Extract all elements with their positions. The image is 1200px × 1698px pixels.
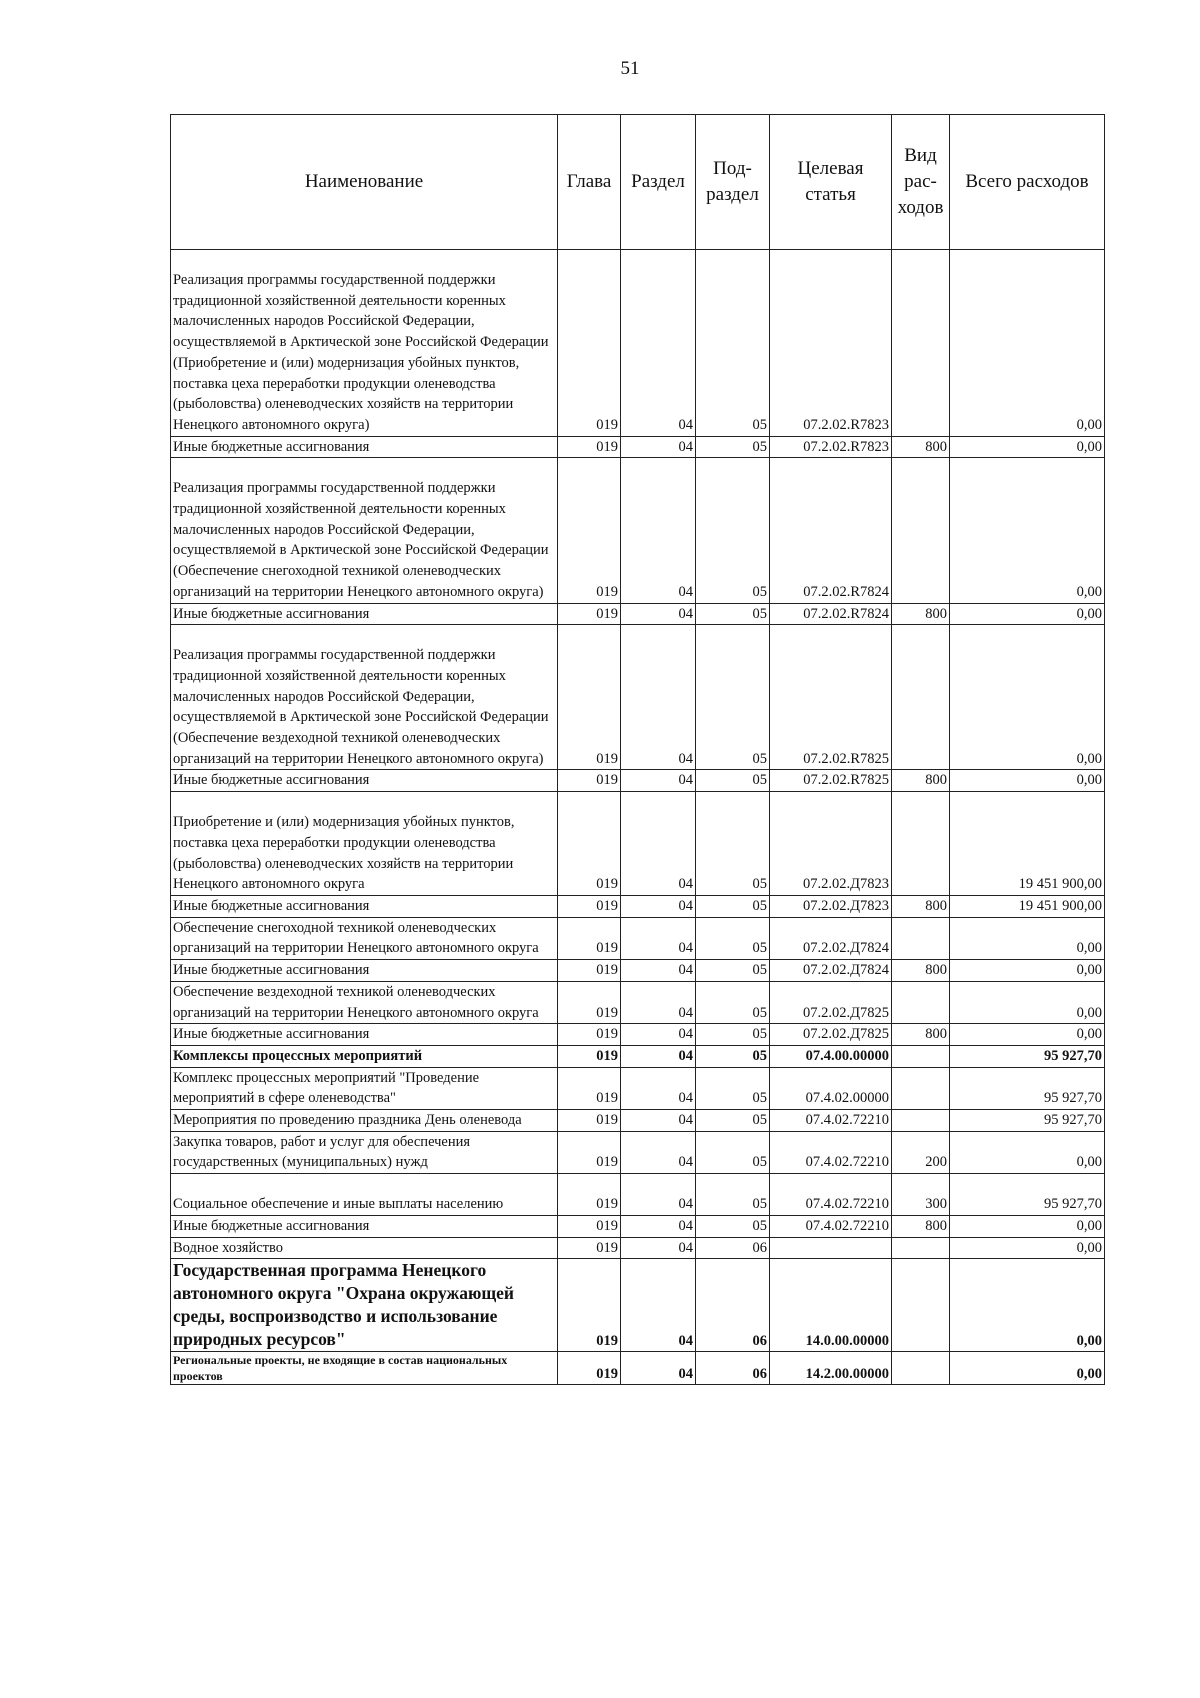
cell-target: 07.2.02.Д7825: [770, 1024, 892, 1046]
cell-total: 0,00: [950, 770, 1105, 792]
cell-chapter: 019: [558, 603, 621, 625]
cell-kind: [892, 458, 950, 603]
cell-subsection: 05: [696, 458, 770, 603]
cell-chapter: 019: [558, 1215, 621, 1237]
table-row: [171, 917, 1105, 959]
cell-section: 04: [621, 981, 696, 1023]
cell-kind: 800: [892, 895, 950, 917]
header-chapter: Глава: [558, 115, 621, 250]
cell-name: Иные бюджетные ассигнования: [171, 1215, 558, 1237]
cell-name: Комплекс процессных мероприятий "Проведение мероприятий в сфере оленеводства": [171, 1067, 558, 1109]
table-row: [171, 458, 1105, 603]
cell-chapter: 019: [558, 960, 621, 982]
cell-chapter: 019: [558, 1174, 621, 1216]
cell-total: 0,00: [950, 917, 1105, 959]
cell-chapter: 019: [558, 895, 621, 917]
cell-kind: 800: [892, 1024, 950, 1046]
cell-kind: [892, 792, 950, 896]
cell-chapter: 019: [558, 436, 621, 458]
cell-chapter: 019: [558, 1110, 621, 1132]
cell-target: 07.2.02.R7825: [770, 625, 892, 770]
cell-section: 04: [621, 917, 696, 959]
cell-total: 0,00: [950, 1237, 1105, 1259]
cell-total: 0,00: [950, 1215, 1105, 1237]
header-name: Наименование: [171, 115, 558, 250]
cell-name: Иные бюджетные ассигнования: [171, 960, 558, 982]
cell-section: 04: [621, 1259, 696, 1352]
cell-name: Иные бюджетные ассигнования: [171, 895, 558, 917]
cell-kind: 800: [892, 960, 950, 982]
cell-target: 07.4.02.00000: [770, 1067, 892, 1109]
cell-chapter: 019: [558, 981, 621, 1023]
cell-kind: 300: [892, 1174, 950, 1216]
cell-kind: 800: [892, 436, 950, 458]
cell-target: 07.4.02.72210: [770, 1131, 892, 1173]
table-row: [171, 792, 1105, 896]
cell-kind: [892, 625, 950, 770]
header-subsection: Под- раздел: [696, 115, 770, 250]
cell-target: 07.4.02.72210: [770, 1174, 892, 1216]
cell-section: 04: [621, 792, 696, 896]
cell-total: 0,00: [950, 960, 1105, 982]
table-row: [171, 1067, 1105, 1109]
cell-total: 0,00: [950, 1352, 1105, 1385]
cell-chapter: 019: [558, 1259, 621, 1352]
cell-total: 95 927,70: [950, 1067, 1105, 1109]
cell-kind: [892, 981, 950, 1023]
cell-name: Социальное обеспечение и иные выплаты населению: [171, 1174, 558, 1216]
table-row: [171, 1024, 1105, 1046]
cell-target: 07.4.02.72210: [770, 1110, 892, 1132]
cell-subsection: 05: [696, 917, 770, 959]
header-target: Целевая статья: [770, 115, 892, 250]
cell-section: 04: [621, 458, 696, 603]
cell-name: Реализация программы государственной поддержки традиционной хозяйственной деятельности коренных малочисленных народов Российской Федерации, осуществляемой в Арктической зоне Российской Федерации (Обеспечение снегоходной техникой оленеводческих организаций на территории Ненецкого автономного округа): [171, 458, 558, 603]
cell-total: 0,00: [950, 981, 1105, 1023]
cell-kind: [892, 1237, 950, 1259]
cell-chapter: 019: [558, 770, 621, 792]
cell-kind: [892, 250, 950, 437]
cell-subsection: 05: [696, 1110, 770, 1132]
table-row: [171, 960, 1105, 982]
cell-chapter: 019: [558, 917, 621, 959]
cell-subsection: 06: [696, 1259, 770, 1352]
cell-name: Приобретение и (или) модернизация убойных пунктов, поставка цеха переработки продукции оленеводства (рыболовства) оленеводческих хозяйств на территории Ненецкого автономного округа: [171, 792, 558, 896]
cell-section: 04: [621, 1215, 696, 1237]
cell-subsection: 05: [696, 250, 770, 437]
cell-kind: 800: [892, 770, 950, 792]
cell-name: Мероприятия по проведению праздника День оленевода: [171, 1110, 558, 1132]
cell-chapter: 019: [558, 625, 621, 770]
table-row: [171, 1045, 1105, 1067]
cell-target: 07.2.02.R7823: [770, 250, 892, 437]
cell-chapter: 019: [558, 1067, 621, 1109]
cell-section: 04: [621, 1352, 696, 1385]
cell-subsection: 05: [696, 1067, 770, 1109]
cell-subsection: 05: [696, 1045, 770, 1067]
cell-target: 07.2.02.R7824: [770, 603, 892, 625]
table-row: [171, 1174, 1105, 1216]
cell-name: Иные бюджетные ассигнования: [171, 436, 558, 458]
cell-kind: [892, 1259, 950, 1352]
cell-section: 04: [621, 1045, 696, 1067]
cell-section: 04: [621, 895, 696, 917]
cell-total: 0,00: [950, 458, 1105, 603]
table-header: [171, 115, 1105, 250]
cell-chapter: 019: [558, 458, 621, 603]
cell-total: 19 451 900,00: [950, 895, 1105, 917]
cell-total: 19 451 900,00: [950, 792, 1105, 896]
table-row: [171, 1131, 1105, 1173]
cell-target: 07.2.02.Д7824: [770, 917, 892, 959]
cell-chapter: 019: [558, 1237, 621, 1259]
cell-name: Закупка товаров, работ и услуг для обеспечения государственных (муниципальных) нужд: [171, 1131, 558, 1173]
cell-chapter: 019: [558, 1131, 621, 1173]
cell-subsection: 05: [696, 625, 770, 770]
table-row: [171, 625, 1105, 770]
cell-chapter: 019: [558, 1352, 621, 1385]
cell-name: Иные бюджетные ассигнования: [171, 603, 558, 625]
cell-chapter: 019: [558, 250, 621, 437]
cell-subsection: 05: [696, 895, 770, 917]
header-section: Раздел: [621, 115, 696, 250]
table-row: [171, 981, 1105, 1023]
cell-name: Комплексы процессных мероприятий: [171, 1045, 558, 1067]
cell-subsection: 05: [696, 603, 770, 625]
cell-target: 07.2.02.R7823: [770, 436, 892, 458]
cell-kind: 800: [892, 603, 950, 625]
cell-section: 04: [621, 1067, 696, 1109]
cell-section: 04: [621, 1131, 696, 1173]
cell-kind: [892, 1067, 950, 1109]
cell-total: 0,00: [950, 1259, 1105, 1352]
cell-kind: [892, 1045, 950, 1067]
cell-name: Обеспечение вездеходной техникой оленеводческих организаций на территории Ненецкого автономного округа: [171, 981, 558, 1023]
cell-name: Водное хозяйство: [171, 1237, 558, 1259]
cell-subsection: 05: [696, 960, 770, 982]
cell-target: 07.2.02.Д7823: [770, 895, 892, 917]
cell-kind: [892, 917, 950, 959]
cell-target: [770, 1237, 892, 1259]
cell-target: 07.4.00.00000: [770, 1045, 892, 1067]
cell-total: 0,00: [950, 603, 1105, 625]
table-row: [171, 1110, 1105, 1132]
cell-total: 0,00: [950, 1024, 1105, 1046]
cell-subsection: 05: [696, 1215, 770, 1237]
cell-target: 07.2.02.R7825: [770, 770, 892, 792]
table-row: [171, 250, 1105, 437]
table-row: [171, 1259, 1105, 1352]
cell-kind: 200: [892, 1131, 950, 1173]
cell-name: Иные бюджетные ассигнования: [171, 770, 558, 792]
cell-subsection: 06: [696, 1237, 770, 1259]
cell-name: Обеспечение снегоходной техникой оленеводческих организаций на территории Ненецкого автономного округа: [171, 917, 558, 959]
cell-name: Региональные проекты, не входящие в состав национальных проектов: [171, 1352, 558, 1385]
cell-section: 04: [621, 436, 696, 458]
cell-total: 0,00: [950, 436, 1105, 458]
cell-chapter: 019: [558, 1045, 621, 1067]
cell-section: 04: [621, 1110, 696, 1132]
cell-target: 07.4.02.72210: [770, 1215, 892, 1237]
header-kind: Вид рас- ходов: [892, 115, 950, 250]
cell-target: 07.2.02.Д7825: [770, 981, 892, 1023]
cell-section: 04: [621, 625, 696, 770]
cell-name: Реализация программы государственной поддержки традиционной хозяйственной деятельности коренных малочисленных народов Российской Федерации, осуществляемой в Арктической зоне Российской Федерации (Приобретение и (или) модернизация убойных пунктов, поставка цеха переработки продукции оленеводства (рыболовства) оленеводческих хозяйств на территории Ненецкого автономного округа): [171, 250, 558, 437]
header-total: Всего расходов: [950, 115, 1105, 250]
cell-target: 07.2.02.Д7823: [770, 792, 892, 896]
cell-subsection: 05: [696, 770, 770, 792]
cell-total: 0,00: [950, 625, 1105, 770]
cell-target: 14.0.00.00000: [770, 1259, 892, 1352]
table-row: [171, 895, 1105, 917]
table-row: [171, 1215, 1105, 1237]
table-row: [171, 603, 1105, 625]
cell-subsection: 05: [696, 436, 770, 458]
cell-name: Государственная программа Ненецкого автономного округа "Охрана окружающей среды, воспроизводство и использование природных ресурсов": [171, 1259, 558, 1352]
table-row: [171, 1237, 1105, 1259]
budget-table: [170, 114, 1105, 1385]
cell-section: 04: [621, 1024, 696, 1046]
cell-name: Реализация программы государственной поддержки традиционной хозяйственной деятельности коренных малочисленных народов Российской Федерации, осуществляемой в Арктической зоне Российской Федерации (Обеспечение вездеходной техникой оленеводческих организаций на территории Ненецкого автономного округа): [171, 625, 558, 770]
cell-section: 04: [621, 1174, 696, 1216]
cell-target: 14.2.00.00000: [770, 1352, 892, 1385]
cell-total: 0,00: [950, 250, 1105, 437]
cell-total: 0,00: [950, 1131, 1105, 1173]
cell-subsection: 05: [696, 1174, 770, 1216]
cell-subsection: 06: [696, 1352, 770, 1385]
cell-target: 07.2.02.R7824: [770, 458, 892, 603]
cell-subsection: 05: [696, 1024, 770, 1046]
cell-total: 95 927,70: [950, 1045, 1105, 1067]
cell-chapter: 019: [558, 792, 621, 896]
cell-subsection: 05: [696, 792, 770, 896]
cell-subsection: 05: [696, 981, 770, 1023]
cell-total: 95 927,70: [950, 1174, 1105, 1216]
table-row: [171, 770, 1105, 792]
cell-section: 04: [621, 250, 696, 437]
cell-section: 04: [621, 770, 696, 792]
cell-section: 04: [621, 1237, 696, 1259]
cell-target: 07.2.02.Д7824: [770, 960, 892, 982]
table-row: [171, 436, 1105, 458]
cell-chapter: 019: [558, 1024, 621, 1046]
cell-subsection: 05: [696, 1131, 770, 1173]
cell-section: 04: [621, 603, 696, 625]
page-number: 51: [620, 58, 640, 79]
cell-kind: [892, 1110, 950, 1132]
cell-total: 95 927,70: [950, 1110, 1105, 1132]
cell-kind: 800: [892, 1215, 950, 1237]
cell-kind: [892, 1352, 950, 1385]
cell-name: Иные бюджетные ассигнования: [171, 1024, 558, 1046]
cell-section: 04: [621, 960, 696, 982]
table-row: [171, 1352, 1105, 1385]
